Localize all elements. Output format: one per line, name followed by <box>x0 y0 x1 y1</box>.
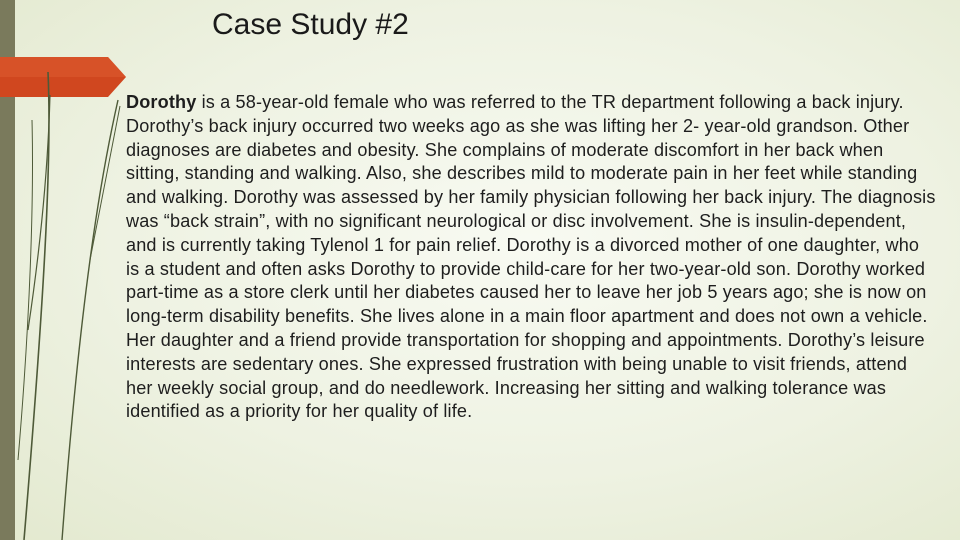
case-description-text: is a 58-year-old female who was referred to the TR department following a back injury. Dorothy’s back injury occurred two weeks ago as she was lifting her 2- year-old grandson. Other diagnoses are diabetes and obesity. She complains of moderate discomfort in her back when sitting, standing and walking. Also, she describes mild to moderate pain in her feet while standing and walking. Dorothy was assessed by her family physician following her back injury. The diagnosis was “back strain”, with no significant neurological or disc involvement. She is insulin-dependent, and is currently taking Tylenol 1 for pain relief. Dorothy is a divorced mother of one daughter, who is a student and often asks Dorothy to provide child-care for her two-year-old son. Dorothy worked part-time as a store clerk until her diabetes caused her to leave her job 5 years ago; she is now on long-term disability benefits. She lives alone in a main floor apartment and does not own a vehicle. Her daughter and a friend provide transportation for shopping and appointments. Dorothy’s leisure interests are sedentary ones. She expressed frustration with being unable to visit friends, attend her weekly social group, and do needlework. Increasing her sitting and walking tolerance was identified as a priority for her quality of life. <box>126 92 936 422</box>
case-description <box>126 91 936 424</box>
patient-name: Dorothy <box>126 92 197 112</box>
slide-title: Case Study #2 <box>212 8 409 41</box>
accent-tab <box>0 57 126 97</box>
